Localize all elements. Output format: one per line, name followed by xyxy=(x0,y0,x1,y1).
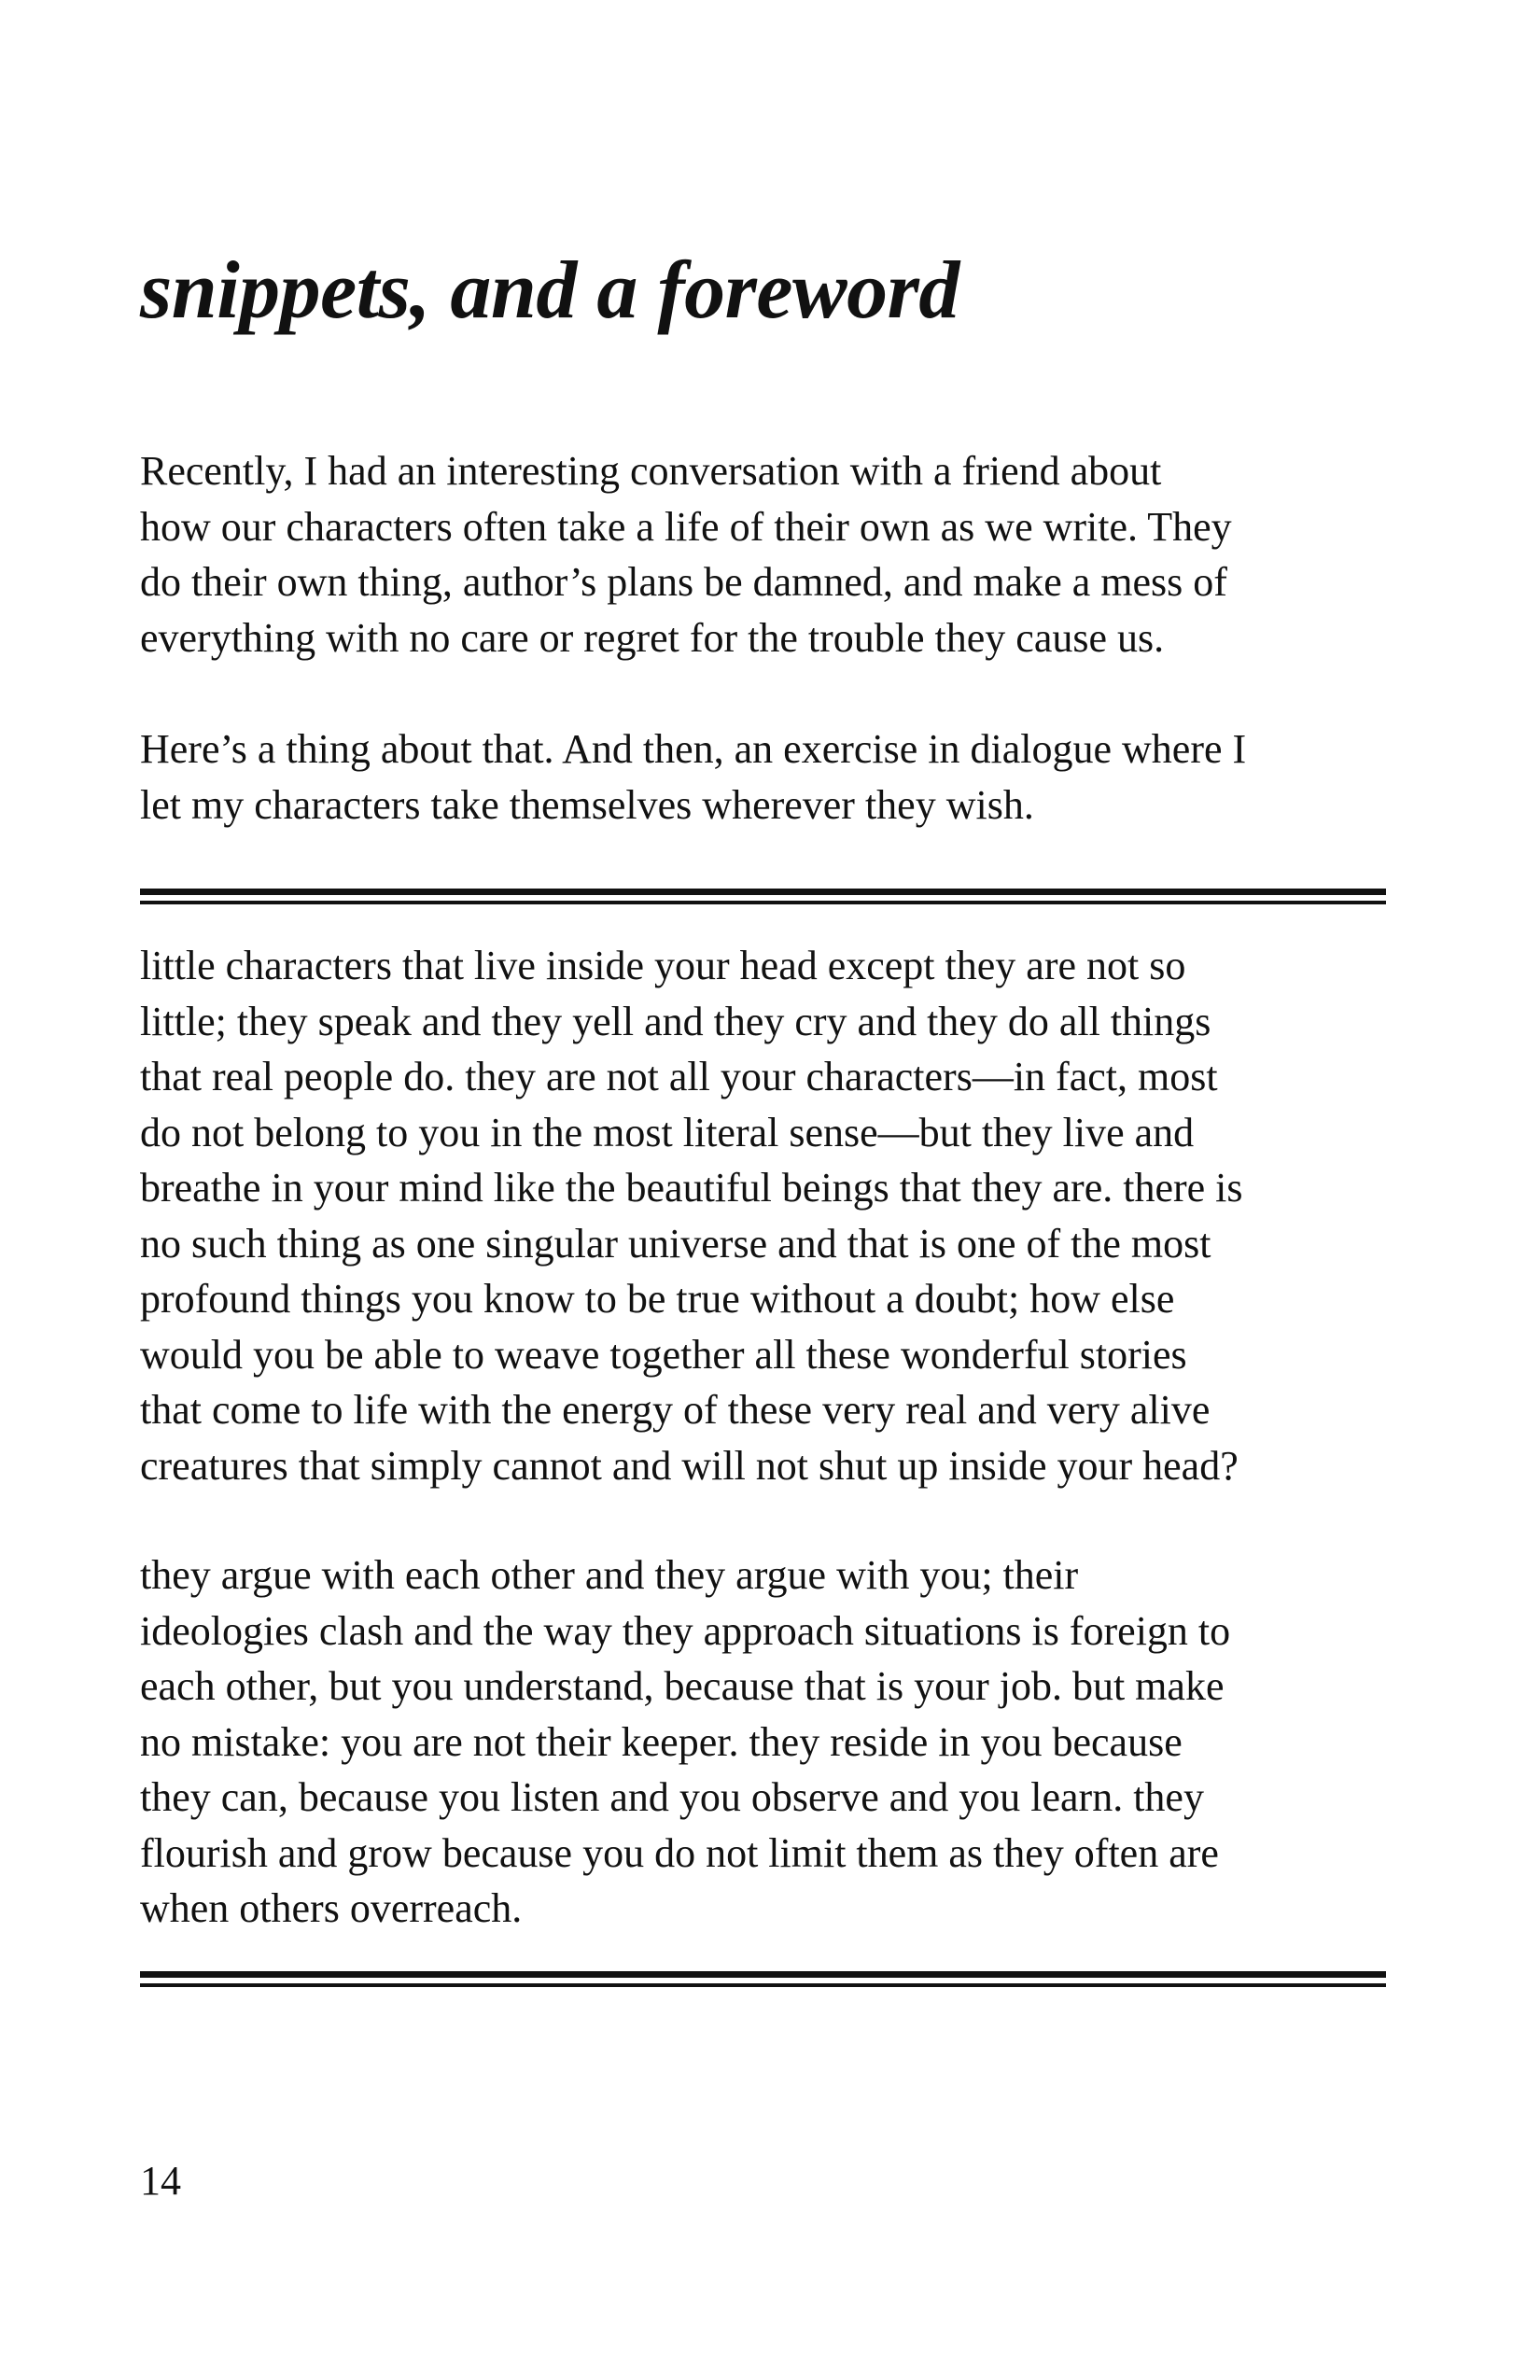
text-line: Here’s a thing about that. And then, an exercise in dialogue where I xyxy=(140,726,1247,772)
text-line: they argue with each other and they argue with you; their xyxy=(140,1552,1079,1598)
text-line: they can, because you listen and you observe and you learn. they xyxy=(140,1774,1204,1820)
divider-thick-line xyxy=(140,1971,1386,1978)
book-page xyxy=(140,0,1386,2380)
section-divider-bottom xyxy=(140,1971,1386,1990)
text-line: how our characters often take a life of their own as we write. They xyxy=(140,503,1232,550)
text-line: when others overreach. xyxy=(140,1885,523,1931)
text-line: ideologies clash and the way they approach situations is foreign to xyxy=(140,1607,1231,1654)
text-line: would you be able to weave together all these wonderful stories xyxy=(140,1331,1187,1378)
text-line: little characters that live inside your head except they are not so xyxy=(140,943,1186,988)
text-line: Recently, I had an interesting conversation with a friend about xyxy=(140,448,1162,494)
text-line: no mistake: you are not their keeper. they reside in you because xyxy=(140,1718,1183,1765)
section-divider-top xyxy=(140,889,1386,907)
snippet-paragraph-1 xyxy=(140,938,1386,1493)
text-line: creatures that simply cannot and will not shut up inside your head? xyxy=(140,1442,1239,1489)
intro-paragraph-1 xyxy=(140,443,1386,665)
text-line: do their own thing, author’s plans be damned, and make a mess of xyxy=(140,559,1227,605)
snippet-paragraph-2 xyxy=(140,1547,1386,1937)
text-line: everything with no care or regret for the trouble they cause us. xyxy=(140,614,1165,661)
text-line: breathe in your mind like the beautiful beings that they are. there is xyxy=(140,1165,1243,1211)
page-number: 14 xyxy=(140,2158,181,2204)
text-line: no such thing as one singular universe and that is one of the most xyxy=(140,1220,1211,1267)
chapter-title: snippets, and a foreword xyxy=(140,245,959,336)
divider-thin-line xyxy=(140,1983,1386,1987)
text-line: that come to life with the energy of these very real and very alive xyxy=(140,1387,1211,1433)
text-line: that real people do. they are not all your characters—in fact, most xyxy=(140,1054,1218,1099)
intro-paragraph-2 xyxy=(140,721,1386,833)
divider-thin-line xyxy=(140,901,1386,904)
text-line: profound things you know to be true without a doubt; how else xyxy=(140,1276,1175,1322)
divider-thick-line xyxy=(140,889,1386,895)
text-line: little; they speak and they yell and they cry and they do all things xyxy=(140,998,1211,1044)
text-line: flourish and grow because you do not limit them as they often are xyxy=(140,1829,1219,1876)
text-line: each other, but you understand, because that is your job. but make xyxy=(140,1663,1225,1709)
text-line: let my characters take themselves wherever they wish. xyxy=(140,781,1034,828)
text-line: do not belong to you in the most literal sense—but they live and xyxy=(140,1109,1195,1155)
